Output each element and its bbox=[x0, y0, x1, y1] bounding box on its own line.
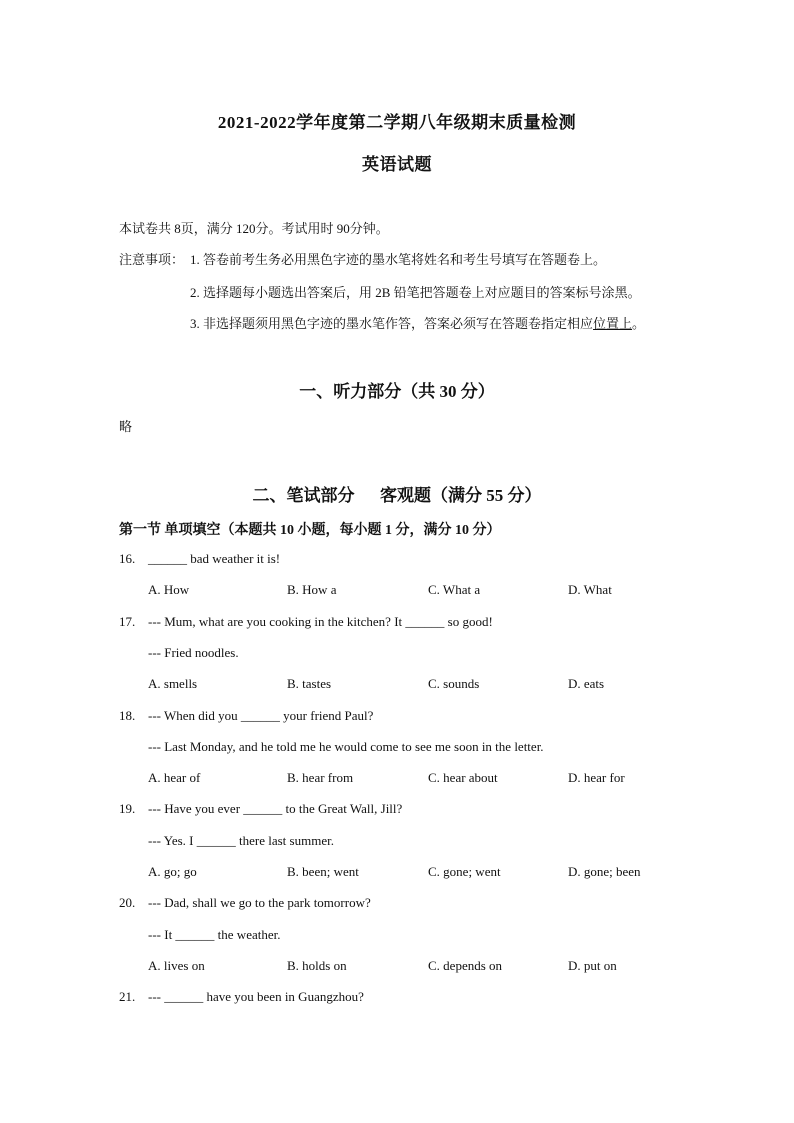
answer-option: C. depends on bbox=[428, 957, 503, 973]
answer-option: A. hear of bbox=[148, 770, 201, 786]
answer-option: B. tastes bbox=[287, 676, 332, 692]
answer-option: C. What a bbox=[428, 582, 481, 598]
question-number: 21. bbox=[119, 989, 136, 1005]
note-1: 1. 答卷前考生务必用黑色字迹的墨水笔将姓名和考生号填写在答题卷上。 bbox=[190, 252, 607, 267]
answer-option: D. eats bbox=[568, 676, 605, 692]
question-line: --- ______ have you been in Guangzhou? bbox=[148, 989, 364, 1005]
question-number: 17. bbox=[119, 613, 136, 629]
section1-heading: 第一节 单项填空（本题共 10 小题，每小题 1 分，满分 10 分） bbox=[119, 523, 501, 538]
question-line: --- Mum, what are you cooking in the kitchen? It ______ so good! bbox=[148, 613, 493, 629]
exam-subtitle: 英语试题 bbox=[362, 155, 432, 174]
answer-option: A. smells bbox=[148, 676, 198, 692]
answer-option: B. How a bbox=[287, 582, 337, 598]
note-2: 2. 选择题每小题选出答案后，用 2B 铅笔把答题卷上对应题目的答案标号涂黑。 bbox=[190, 285, 641, 300]
question-line: --- Yes. I ______ there last summer. bbox=[148, 832, 334, 848]
part2-heading: 二、笔试部分 客观题（满分 55 分） bbox=[252, 486, 542, 505]
note-3 bbox=[190, 313, 645, 332]
question-line: --- When did you ______ your friend Paul? bbox=[148, 707, 374, 723]
exam-title: 2021-2022学年度第二学期八年级期末质量检测 bbox=[217, 113, 577, 132]
answer-option: B. hear from bbox=[287, 770, 354, 786]
answer-option: C. gone; went bbox=[428, 864, 501, 879]
question-line: --- It ______ the weather. bbox=[148, 926, 281, 942]
answer-option: D. What bbox=[568, 582, 612, 598]
question-number: 18. bbox=[119, 707, 136, 723]
question-line: --- Fried noodles. bbox=[148, 644, 239, 660]
notes-label: 注意事项： bbox=[119, 252, 185, 267]
question-line: ______ bad weather it is! bbox=[148, 551, 281, 566]
answer-option: B. holds on bbox=[287, 957, 347, 973]
answer-option: C. sounds bbox=[428, 676, 480, 692]
answer-option: A. How bbox=[148, 582, 190, 598]
answer-option: A. lives on bbox=[148, 957, 205, 973]
answer-option: A. go; go bbox=[148, 864, 197, 879]
answer-option: D. hear for bbox=[568, 770, 625, 786]
question-line: --- Dad, shall we go to the park tomorrow? bbox=[148, 895, 371, 911]
answer-option: C. hear about bbox=[428, 770, 498, 786]
exam-info: 本试卷共 8页，满分 120分。考试用时 90分钟。 bbox=[119, 221, 389, 236]
answer-option: D. gone; been bbox=[568, 864, 641, 879]
answer-option: B. been; went bbox=[287, 864, 359, 879]
note-3-underlined: 位置上 bbox=[593, 316, 633, 331]
part1-heading: 一、听力部分（共 30 分） bbox=[299, 382, 495, 401]
part1-body: 略 bbox=[119, 419, 133, 434]
question-number: 20. bbox=[119, 895, 136, 911]
question-line: --- Last Monday, and he told me he would come to see me soon in the letter. bbox=[148, 738, 544, 754]
question-number: 19. bbox=[119, 801, 136, 817]
note-3-text: 3. 非选择题须用黑色字迹的墨水笔作答，答案必须写在答题卷指定相应 bbox=[190, 316, 594, 331]
question-line: --- Have you ever ______ to the Great Wall, Jill? bbox=[148, 801, 403, 817]
note-3-end: 。 bbox=[632, 316, 646, 331]
answer-option: D. put on bbox=[568, 957, 617, 973]
question-number: 16. bbox=[119, 551, 136, 566]
